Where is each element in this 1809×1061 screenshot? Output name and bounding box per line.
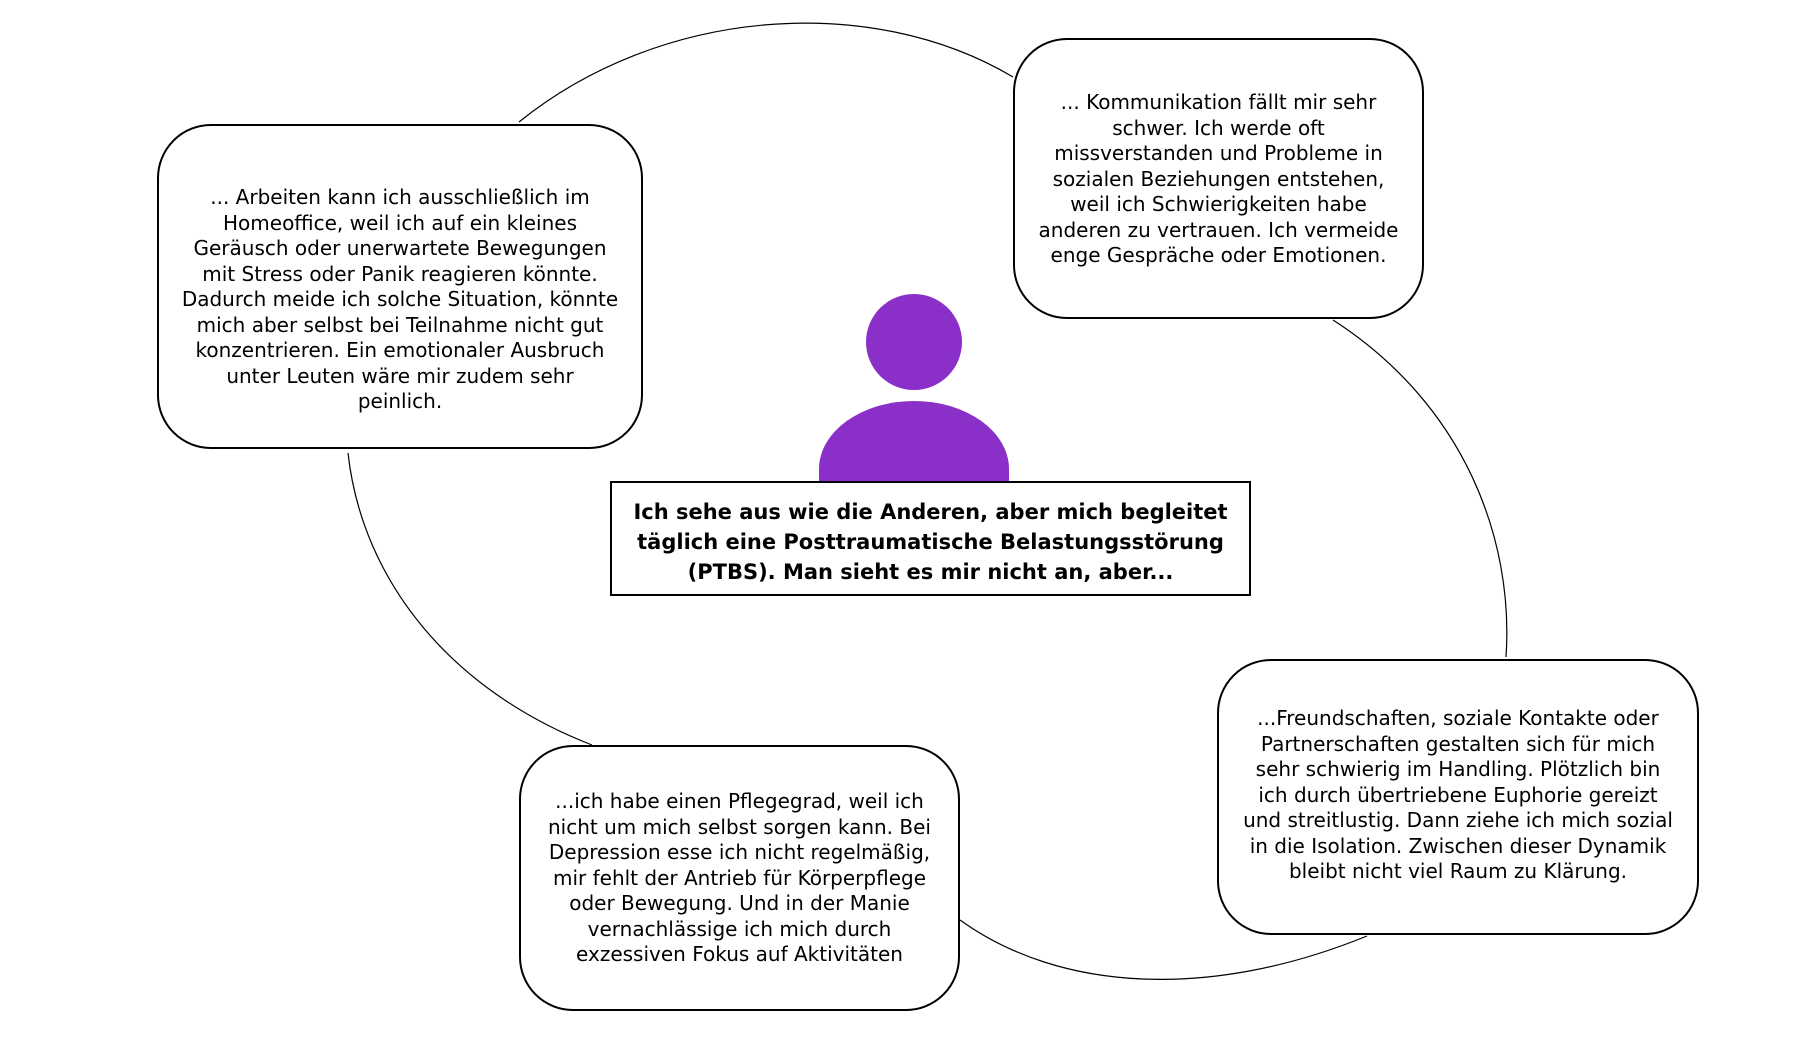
communication-box-text: ... Kommunikation fällt mir sehr schwer. Ich werde oft missverstanden und Probleme in sozialen Beziehungen entstehen, weil ich Schwierigkeiten habe anderen zu vertrauen. Ich vermeide enge Gespräche oder Emotionen. [1038,90,1399,267]
cycle-arc-top [519,23,1013,122]
care-box-text: ...ich habe einen Pflegegrad, weil ich nicht um mich selbst sorgen kann. Bei Depression esse ich nicht regelmäßig, mir fehlt der Antrieb für Körperpflege oder Bewegung. Und in der Manie vernachlässige ich mich durch exzessiven Fokus auf Aktivitäten [548,789,931,966]
person-head-icon [866,294,962,390]
work-box-text: ... Arbeiten kann ich ausschließlich im Homeoffice, weil ich auf ein kleines Geräusch oder unerwartete Bewegungen mit Stress oder Panik reagieren könnte. Dadurch meide ich solche Situation, könnte mich aber selbst bei Teilnahme nicht gut konzentrieren. Ein emotionaler Ausbruch unter Leuten wäre mir zudem sehr peinlich. [181,185,619,413]
communication-box [1013,38,1424,319]
friendships-box-text: ...Freundschaften, soziale Kontakte oder Partnerschaften gestalten sich für mich sehr schwierig im Handling. Plötzlich bin ich durch übertriebene Euphorie gereizt und streitlustig. Dann ziehe ich mich sozial in die Isolation. Zwischen dieser Dynamik bleibt nicht viel Raum zu Klärung. [1243,706,1673,883]
care-box [519,745,960,1011]
center-statement-text: Ich sehe aus wie die Anderen, aber mich begleitet täglich eine Posttraumatische Belastungsstörung (PTBS). Man sieht es mir nicht an, aber... [633,500,1228,584]
cycle-arc-left [348,453,592,745]
center-statement [610,481,1251,596]
work-box [157,124,643,449]
cycle-arc-right [1333,320,1507,657]
friendships-box [1217,659,1699,935]
